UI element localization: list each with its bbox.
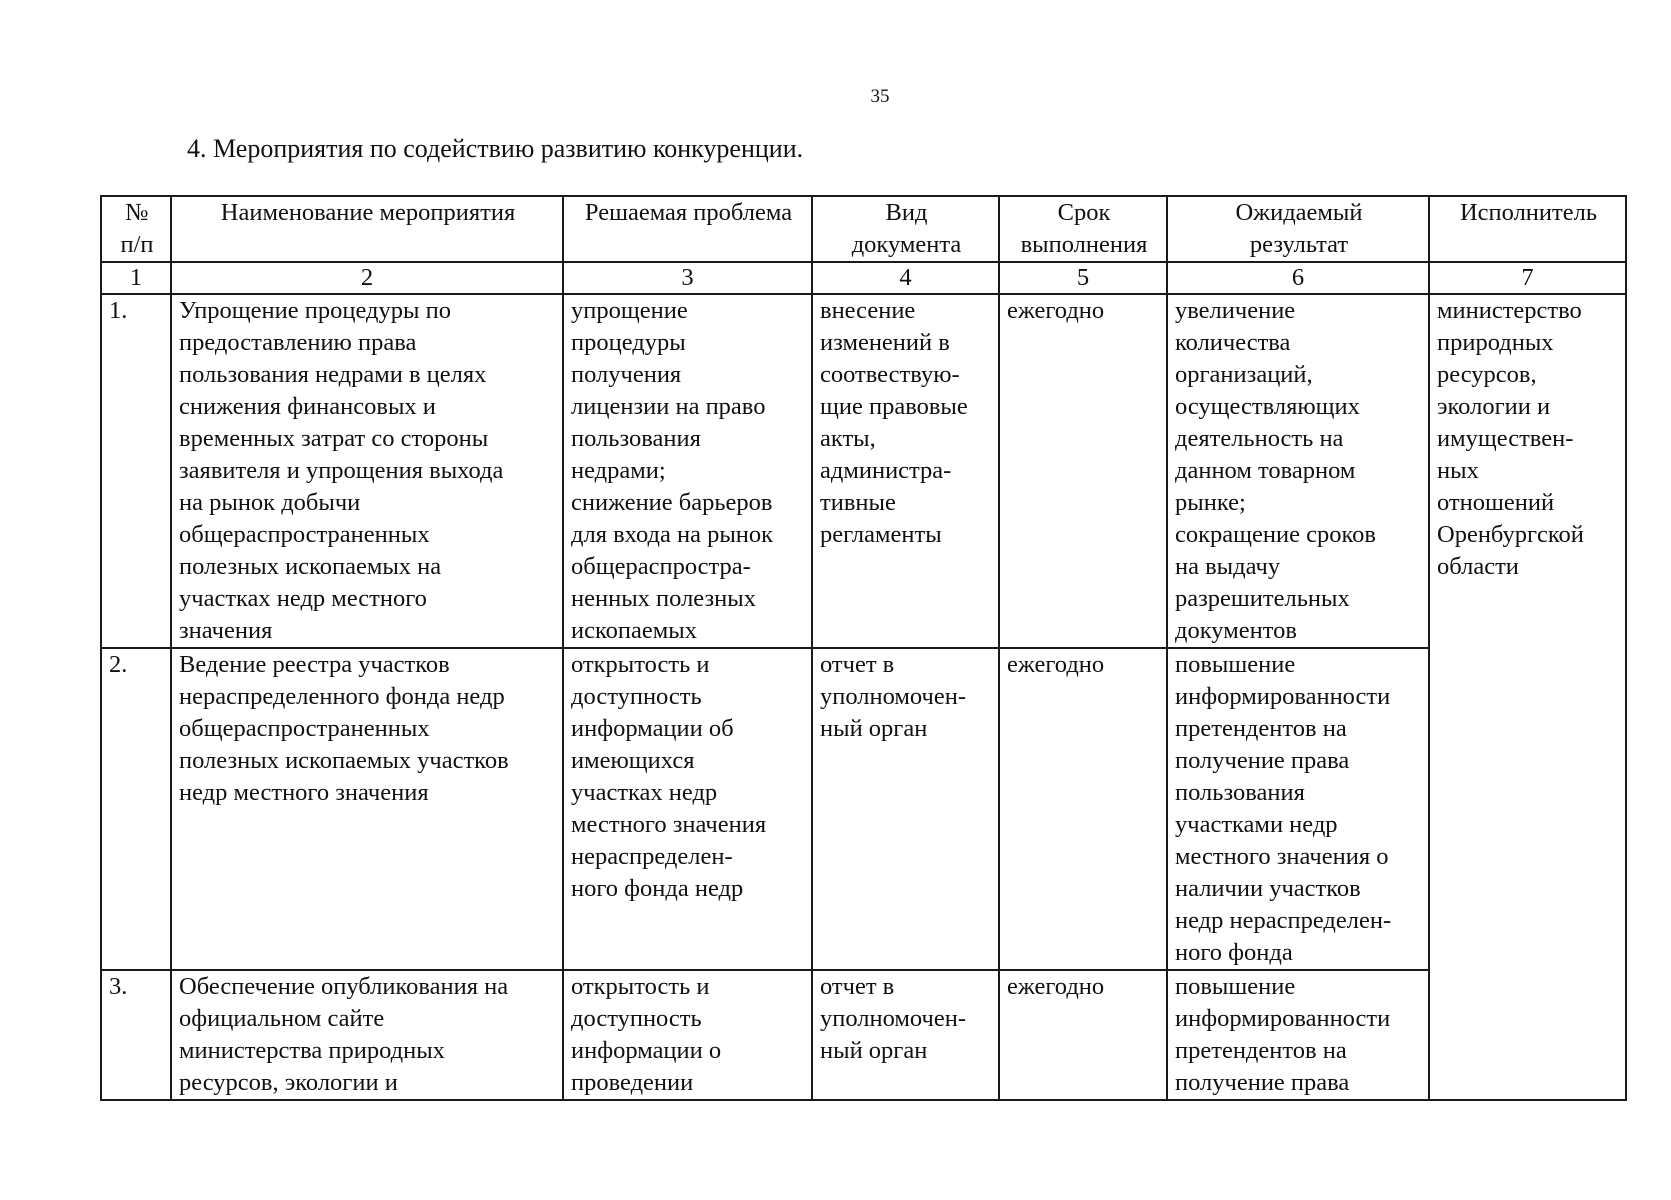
execution-term (999, 648, 1167, 970)
solved-problem (563, 294, 812, 648)
measures-table (100, 195, 1627, 1101)
header-line: Вид (885, 199, 928, 226)
cell-line: получение права (1175, 747, 1350, 774)
cell-line: снижение барьеров (571, 489, 773, 516)
cell-line: данном товарном (1175, 457, 1356, 484)
cell-line: организаций, (1175, 361, 1313, 388)
cell-line: Упрощение процедуры по (179, 297, 451, 324)
cell-line: ный орган (820, 715, 928, 742)
cell-line: внесение (820, 297, 916, 324)
cell-line: министерства природных (179, 1037, 445, 1064)
cell-line: процедуры (571, 329, 686, 356)
solved-problem (563, 648, 812, 970)
column-number-row (101, 262, 1626, 294)
row-number: 2. (101, 648, 171, 970)
cell-line: лицензии на право (571, 393, 766, 420)
cell-line: общераспростра- (571, 553, 751, 580)
header-line: документа (851, 231, 962, 258)
cell-line: упрощение (571, 297, 688, 324)
cell-line: информированности (1175, 683, 1391, 710)
column-number: 3 (563, 262, 812, 294)
cell-line: недр местного значения (179, 779, 429, 806)
header-cell-executor (1429, 196, 1626, 262)
cell-line: осуществляющих (1175, 393, 1360, 420)
cell-line: ежегодно (1007, 297, 1105, 324)
cell-line: получение права (1175, 1069, 1350, 1096)
cell-line: администра- (820, 457, 952, 484)
execution-term (999, 294, 1167, 648)
cell-line: участками недр (1175, 811, 1338, 838)
header-row (101, 196, 1626, 262)
executor-line: ресурсов, (1437, 361, 1537, 388)
header-cell-result (1167, 196, 1429, 262)
cell-line: доступность (571, 683, 702, 710)
header-cell-document (812, 196, 999, 262)
cell-line: заявителя и упрощения выхода (179, 457, 504, 484)
cell-line: на выдачу (1175, 553, 1281, 580)
cell-line: Ведение реестра участков (179, 651, 450, 678)
cell-line: для входа на рынок (571, 521, 774, 548)
cell-line: повышение (1175, 973, 1296, 1000)
cell-line: недр нераспределен- (1175, 907, 1392, 934)
column-number: 2 (171, 262, 563, 294)
executor-line: ных (1437, 457, 1479, 484)
header-line: результат (1249, 231, 1349, 258)
executor-line: экологии и (1437, 393, 1551, 420)
cell-line: тивные (820, 489, 896, 516)
cell-line: получения (571, 361, 682, 388)
cell-line: ный орган (820, 1037, 928, 1064)
column-number: 5 (999, 262, 1167, 294)
cell-line: разрешительных (1175, 585, 1350, 612)
solved-problem (563, 970, 812, 1100)
cell-line: проведении (571, 1069, 694, 1096)
header-line: № (125, 199, 149, 226)
cell-line: доступность (571, 1005, 702, 1032)
table-row (101, 294, 1626, 648)
cell-line: официальном сайте (179, 1005, 385, 1032)
executor-line: природных (1437, 329, 1554, 356)
cell-line: уполномочен- (820, 683, 966, 710)
executor-line: отношений (1437, 489, 1555, 516)
cell-line: информированности (1175, 1005, 1391, 1032)
cell-line: полезных ископаемых участков (179, 747, 509, 774)
cell-line: увеличение (1175, 297, 1296, 324)
cell-line: общераспространенных (179, 521, 430, 548)
cell-line: документов (1175, 617, 1297, 644)
document-type (812, 970, 999, 1100)
expected-result (1167, 970, 1429, 1100)
cell-line: местного значения (571, 811, 767, 838)
cell-line: претендентов на (1175, 715, 1347, 742)
cell-line: участках недр местного (179, 585, 427, 612)
cell-line: Обеспечение опубликования на (179, 973, 509, 1000)
execution-term (999, 970, 1167, 1100)
cell-line: щие правовые (820, 393, 968, 420)
header-cell-number (101, 196, 171, 262)
cell-line: наличии участков (1175, 875, 1361, 902)
cell-line: пользования (1175, 779, 1305, 806)
cell-line: изменений в (820, 329, 950, 356)
cell-line: предоставлению права (179, 329, 417, 356)
expected-result (1167, 648, 1429, 970)
measure-name (171, 970, 563, 1100)
cell-line: рынке; (1175, 489, 1246, 516)
cell-line: деятельность на (1175, 425, 1344, 452)
cell-line: ископаемых (571, 617, 697, 644)
table-row (101, 648, 1626, 970)
header-line: Ожидаемый (1235, 199, 1363, 226)
executor-line: министерство (1437, 297, 1582, 324)
cell-line: сокращение сроков (1175, 521, 1376, 548)
measure-name (171, 294, 563, 648)
cell-line: ежегодно (1007, 973, 1105, 1000)
cell-line: количества (1175, 329, 1291, 356)
cell-line: местного значения о (1175, 843, 1389, 870)
cell-line: на рынок добычи (179, 489, 361, 516)
header-line: Наименование мероприятия (220, 199, 516, 226)
expected-result (1167, 294, 1429, 648)
executor-line: области (1437, 553, 1519, 580)
cell-line: снижения финансовых и (179, 393, 436, 420)
cell-line: полезных ископаемых на (179, 553, 442, 580)
header-line: п/п (120, 231, 154, 258)
cell-line: участках недр (571, 779, 718, 806)
document-type (812, 294, 999, 648)
cell-line: соотвествую- (820, 361, 960, 388)
column-number: 6 (1167, 262, 1429, 294)
cell-line: ресурсов, экологии и (179, 1069, 398, 1096)
cell-line: уполномочен- (820, 1005, 966, 1032)
measure-name (171, 648, 563, 970)
page-number: 35 (870, 86, 890, 107)
header-line: выполнения (1020, 231, 1148, 258)
cell-line: отчет в (820, 973, 895, 1000)
cell-line: отчет в (820, 651, 895, 678)
cell-line: регламенты (820, 521, 942, 548)
cell-line: имеющихся (571, 747, 695, 774)
cell-line: информации об (571, 715, 734, 742)
header-line: Срок (1057, 199, 1111, 226)
executor-line: Оренбургской (1437, 521, 1584, 548)
cell-line: повышение (1175, 651, 1296, 678)
cell-line: пользования (571, 425, 701, 452)
cell-line: нераспределен- (571, 843, 733, 870)
column-number: 1 (101, 262, 171, 294)
section-title: 4. Мероприятия по содействию развитию конкуренции. (187, 134, 804, 163)
cell-line: ного фонда (1175, 939, 1293, 966)
document-type (812, 648, 999, 970)
header-cell-term (999, 196, 1167, 262)
cell-line: нераспределенного фонда недр (179, 683, 505, 710)
cell-line: временных затрат со стороны (179, 425, 489, 452)
executor (1429, 294, 1626, 1100)
cell-line: недрами; (571, 457, 666, 484)
cell-line: ного фонда недр (571, 875, 744, 902)
column-number: 4 (812, 262, 999, 294)
row-number: 3. (101, 970, 171, 1100)
cell-line: общераспространенных (179, 715, 430, 742)
cell-line: акты, (820, 425, 876, 452)
header-cell-name (171, 196, 563, 262)
column-number: 7 (1429, 262, 1626, 294)
cell-line: открытость и (571, 651, 710, 678)
cell-line: ненных полезных (571, 585, 756, 612)
row-number: 1. (101, 294, 171, 648)
cell-line: открытость и (571, 973, 710, 1000)
executor-line: имуществен- (1437, 425, 1574, 452)
cell-line: информации о (571, 1037, 722, 1064)
header-cell-problem (563, 196, 812, 262)
table-row (101, 970, 1626, 1100)
cell-line: ежегодно (1007, 651, 1105, 678)
header-line: Решаемая проблема (584, 199, 793, 226)
header-line: Исполнитель (1459, 199, 1598, 226)
cell-line: пользования недрами в целях (179, 361, 487, 388)
cell-line: претендентов на (1175, 1037, 1347, 1064)
cell-line: значения (179, 617, 273, 644)
